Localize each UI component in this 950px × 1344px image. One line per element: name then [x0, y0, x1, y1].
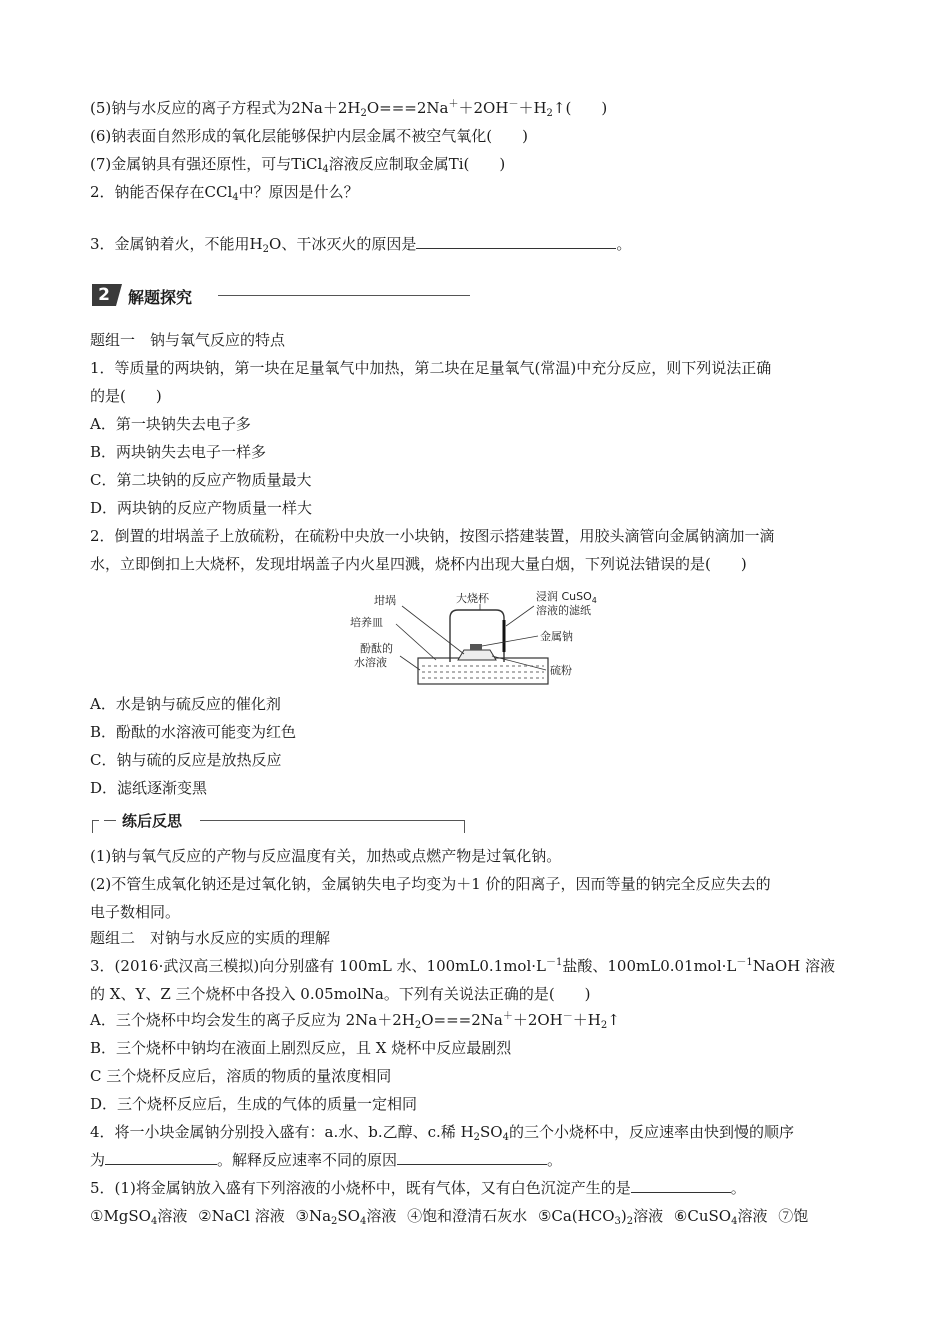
g1q2-option-c: C．钠与硫的反应是放热反应 [90, 751, 282, 769]
g1q2-option-a: A．水是钠与硫反应的催化剂 [90, 695, 281, 713]
section-header [92, 284, 472, 308]
answer-blank[interactable] [416, 234, 616, 249]
answer-blank-q5[interactable] [631, 1178, 731, 1193]
reflection-label: 练后反思 [122, 812, 183, 830]
answer-blank-reason[interactable] [397, 1150, 547, 1165]
section-rule [218, 295, 470, 296]
label-phenolphthalein-1: 酚酞的 [360, 642, 393, 655]
g2q3-option-d: D．三个烧杯反应后，生成的气体的质量一定相同 [90, 1095, 418, 1113]
g2q5-options: ①MgSO$_4$溶液 ②NaCl 溶液 $③Na_2SO_4$溶液 ④饱和澄清石灰水 $⑤Ca(HCO_3)_2$溶液 ⑥CuSO$_4$溶液 ⑦饱 [90, 1207, 809, 1227]
g2q3-option-a: A．三个烧杯中均会发生的离子反应为 $2Na+2H_2O===2Na^++2OH^-+H_2↑$ [90, 1011, 620, 1031]
g1q2-option-b: B．酚酞的水溶液可能变为红色 [90, 723, 297, 741]
g2q3-line1: 3．(2016·武汉高三模拟)向分别盛有 100mL 水、$100mL0.1mol\cdot L^{-1}$盐酸、$100mL0.01mol\cdot L^{-1}NaOH$ 溶液 [90, 957, 835, 975]
reflection-p2b: 电子数相同。 [90, 903, 181, 921]
g2q3-option-b: B．三个烧杯中钠均在液面上剧烈反应，且 X 烧杯中反应最剧烈 [90, 1039, 512, 1057]
g1q1-option-d: D．两块钠的反应产物质量一样大 [90, 499, 313, 517]
section-number: 2 [92, 284, 116, 306]
group2-title: 题组二 对钠与水反应的实质的理解 [90, 929, 331, 947]
item-number: (5) [90, 99, 112, 117]
label-sodium: 金属钠 [540, 630, 573, 643]
g1q1-option-a: A．第一块钠失去电子多 [90, 415, 251, 433]
item-6: (6)钠表面自然形成的氧化层能够保护内层金属不被空气氧化( ) [90, 127, 528, 145]
label-paper-line1: 浸润 CuSO$_4$ [536, 590, 597, 605]
reflection-box-header [92, 810, 466, 832]
item-number: (6) [90, 127, 112, 145]
g1q1-option-b: B．两块钠失去电子一样多 [90, 443, 267, 461]
item-5: (5)钠与水反应的离子方程式为$2Na+2H_2O===2Na^++2OH^-+H_2↑$( ) [90, 99, 608, 119]
reflection-p2a: (2)不管生成氧化钠还是过氧化钠，金属钠失电子均变为＋1 价的阳离子，因而等量的钠完全反应失去的 [90, 875, 771, 893]
g1q2-option-d: D．滤纸逐渐变黑 [90, 779, 208, 797]
question-2: 2．钠能否保存在CCl$_4$中？原因是什么？ [90, 183, 359, 203]
apparatus-figure [340, 590, 620, 692]
g1q1-line2: 的是( ) [90, 387, 162, 405]
label-dish: 培养皿 [350, 616, 383, 629]
label-phenolphthalein-2: 水溶液 [354, 656, 387, 669]
g2q3-option-c: C 三个烧杯反应后，溶质的物质的量浓度相同 [90, 1067, 392, 1085]
label-paper-line2: 溶液的滤纸 [536, 604, 591, 617]
crucible-lid [458, 650, 496, 660]
g1q2-line2: 水，立即倒扣上大烧杯，发现坩埚盖子内火星四溅，烧杯内出现大量白烟，下列说法错误的是( ) [90, 555, 747, 573]
g2q4-line1: 4．将一小块金属钠分别投入盛有：a.水、b.乙醇、c.稀 $H_2SO_4$的三个小烧杯中，反应速率由快到慢的顺序 [90, 1123, 794, 1143]
g2q4-line2: 为 。解释反应速率不同的原因 。 [90, 1151, 563, 1169]
g1q2-line1: 2．倒置的坩埚盖子上放硫粉，在硫粉中央放一小块钠，按图示搭建装置，用胶头滴管向金属钠滴加一滴 [90, 527, 775, 545]
item-number: (7) [90, 155, 112, 173]
petri-dish [418, 658, 548, 684]
group1-title: 题组一 钠与氧气反应的特点 [90, 331, 286, 349]
reflection-p1: (1)钠与氧气反应的产物与反应温度有关，加热或点燃产物是过氧化钠。 [90, 847, 562, 865]
label-beaker: 大烧杯 [456, 592, 489, 605]
label-crucible: 坩埚 [374, 594, 396, 607]
answer-blank-order[interactable] [105, 1150, 217, 1165]
question-3: 3．金属钠着火，不能用$H_2O$、干冰灭火的原因是 。 [90, 235, 632, 255]
g2q3-line2: 的 X、Y、Z 三个烧杯中各投入 0.05molNa。下列有关说法正确的是( ) [90, 985, 591, 1003]
section-title: 解题探究 [128, 288, 193, 307]
item-7: (7)金属钠具有强还原性，可与TiCl$_4$溶液反应制取金属Ti( ) [90, 155, 506, 175]
g1q1-option-c: C．第二块钠的反应产物质量最大 [90, 471, 312, 489]
label-sulfur: 硫粉 [550, 664, 572, 677]
g1q1-line1: 1．等质量的两块钠，第一块在足量氧气中加热，第二块在足量氧气(常温)中充分反应，则下列说法正确 [90, 359, 772, 377]
g2q5-line1: 5．(1)将金属钠放入盛有下列溶液的小烧杯中，既有气体，又有白色沉淀产生的是 。 [90, 1179, 746, 1197]
sodium-block [470, 644, 482, 650]
